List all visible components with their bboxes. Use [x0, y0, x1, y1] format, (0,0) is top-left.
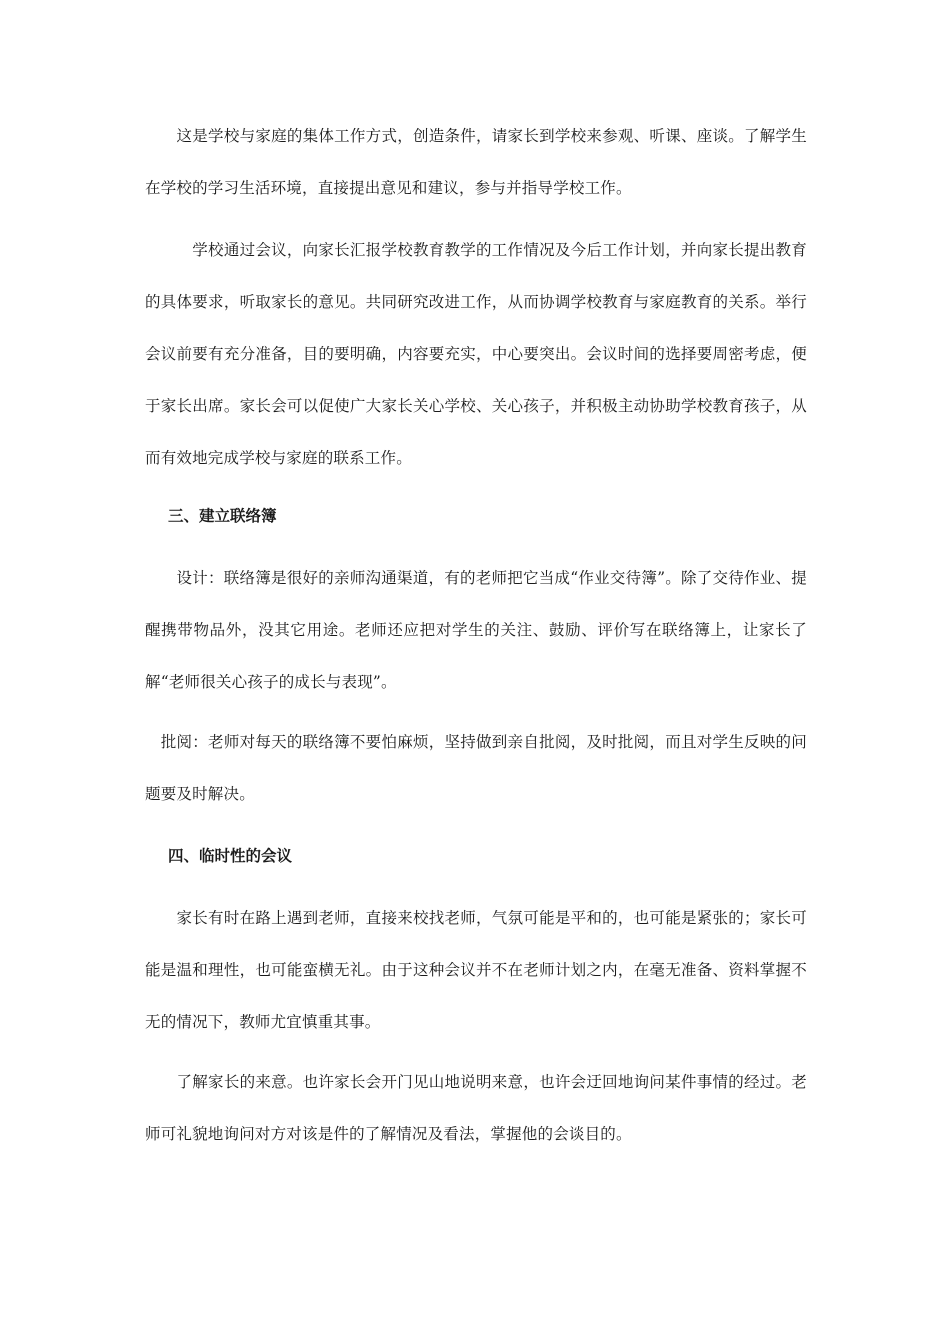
section-heading-temporary-meeting: 四、临时性的会议 — [168, 847, 293, 865]
paragraph-parent-meeting: 学校通过会议，向家长汇报学校教育教学的工作情况及今后工作计划，并向家长提出教育的具体要求，听取家长的意见。共同研究改进工作，从而协调学校教育与家庭教育的关系。举行会议前要有充分准备，目的要明确，内容要充实，中心要突出。会议时间的选择要周密考虑，便于家长出席。家长会可以促使广大家长关心学校、关心孩子，并积极主动协助学校教育孩子，从而有效地完成学校与家庭的联系工作。 — [145, 241, 807, 467]
paragraph-home-school-visit: 这是学校与家庭的集体工作方式，创造条件，请家长到学校来参观、听课、座谈。了解学生在学校的学习生活环境，直接提出意见和建议，参与并指导学校工作。 — [145, 127, 807, 197]
paragraph-contact-book-design: 设计：联络簿是很好的亲师沟通渠道，有的老师把它当成“作业交待簿”。除了交待作业、提醒携带物品外，没其它用途。老师还应把对学生的关注、鼓励、评价写在联络簿上，让家长了解“老师很关心孩子的成长与表现”。 — [145, 569, 807, 691]
paragraph-temporary-meeting-intro: 家长有时在路上遇到老师，直接来校找老师，气氛可能是平和的，也可能是紧张的；家长可能是温和理性，也可能蛮横无礼。由于这种会议并不在老师计划之内，在毫无准备、资料掌握不无的情况下，教师尤宜慎重其事。 — [145, 909, 807, 1031]
paragraph-contact-book-review: 批阅：老师对每天的联络簿不要怕麻烦，坚持做到亲自批阅，及时批阅，而且对学生反映的问题要及时解决。 — [145, 733, 807, 803]
section-heading-contact-book: 三、建立联络簿 — [168, 507, 277, 525]
paragraph-understand-intent: 了解家长的来意。也许家长会开门见山地说明来意，也许会迂回地询问某件事情的经过。老师可礼貌地询问对方对该是件的了解情况及看法，掌握他的会谈目的。 — [145, 1073, 807, 1143]
